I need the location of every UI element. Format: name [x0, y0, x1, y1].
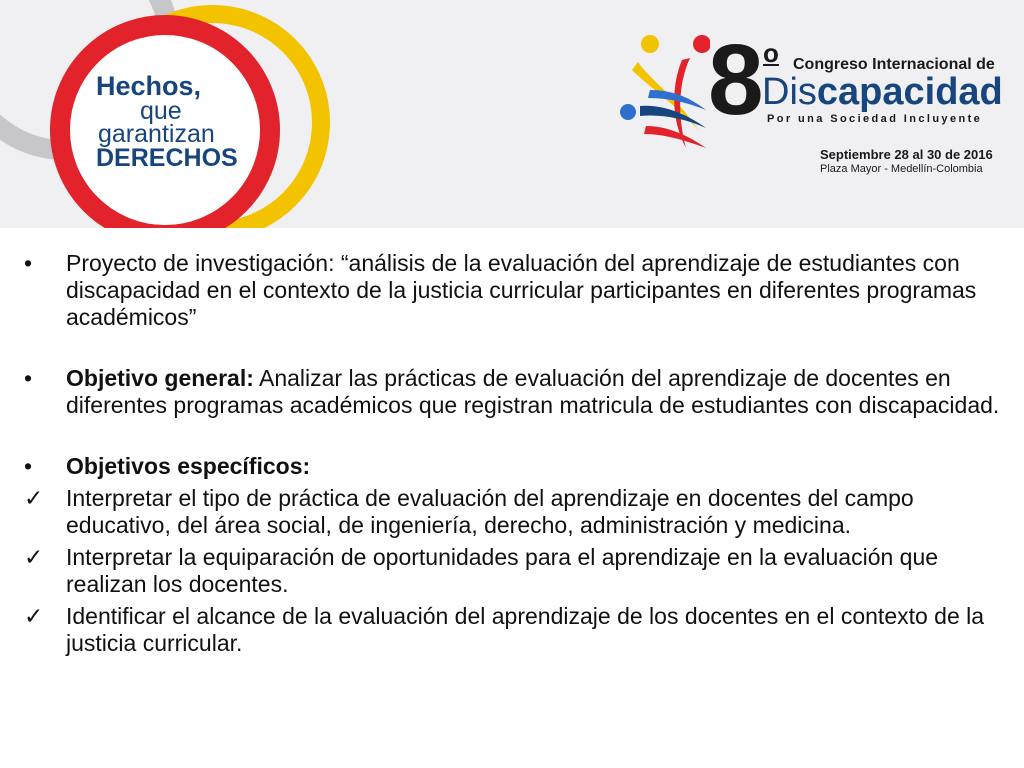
bullet-icon: • — [24, 250, 33, 276]
specific-objective-text: Identificar el alcance de la evaluación del aprendizaje de los docentes en el contexto de la justicia curricular. — [66, 603, 985, 656]
congress-name-part-1: Dis — [762, 71, 817, 113]
specific-objective-item — [24, 485, 1004, 539]
slogan-line-4: DERECHOS — [96, 144, 238, 173]
slogan-line-3: garantizan — [98, 120, 215, 149]
project-text: Proyecto de investigación: “análisis de la evaluación del aprendizaje de estudiantes con discapacidad en el contexto de la justicia curricular participantes en diferentes programas académicos” — [66, 250, 977, 330]
slogan-line-1: Hechos, — [96, 71, 202, 101]
congress-title-line: Congreso Internacional de — [793, 56, 995, 73]
bullet-icon: • — [24, 365, 33, 391]
specific-objective-item — [24, 544, 1004, 598]
congress-number: 8 — [708, 24, 762, 136]
specific-objective-text: Interpretar la equiparación de oportunidades para el aprendizaje en la evaluación que realizan los docentes. — [66, 544, 939, 597]
congress-ordinal: o — [763, 38, 779, 68]
project-bullet-item — [24, 250, 1004, 331]
congress-name-part-2: capacidad — [816, 71, 1003, 113]
slide-content — [24, 250, 1004, 657]
congress-tagline: Por una Sociedad Incluyente — [767, 113, 983, 125]
general-objective-label: Objetivo general: — [66, 365, 254, 391]
checkmark-icon: ✓ — [24, 485, 44, 511]
slogan-logo — [0, 0, 340, 228]
slogan-text — [96, 71, 266, 173]
slide-header — [0, 0, 1024, 228]
specific-objectives-label: Objetivos específicos: — [66, 453, 311, 479]
slogan-line-2: que — [140, 96, 182, 125]
specific-objectives-heading-item — [24, 453, 1004, 480]
general-objective-text: Analizar las prácticas de evaluación del aprendizaje de docentes en diferentes programas académicos que registran matricula de estudiantes con discapacidad. — [66, 365, 1000, 418]
congress-place: Plaza Mayor - Medellín-Colombia — [820, 163, 983, 175]
congress-logo — [610, 20, 1010, 200]
checkmark-icon: ✓ — [24, 544, 44, 570]
specific-objective-text: Interpretar el tipo de práctica de evaluación del aprendizaje en docentes del campo educativo, del área social, de ingeniería, derecho, administración y medicina. — [66, 485, 914, 538]
specific-objective-item — [24, 603, 1004, 657]
checkmark-icon: ✓ — [24, 603, 44, 629]
congress-emblem-icon — [610, 30, 710, 160]
bullet-icon: • — [24, 453, 33, 479]
general-objective-item — [24, 365, 1004, 419]
congress-name — [762, 72, 1003, 114]
congress-dates: Septiembre 28 al 30 de 2016 — [820, 147, 993, 162]
